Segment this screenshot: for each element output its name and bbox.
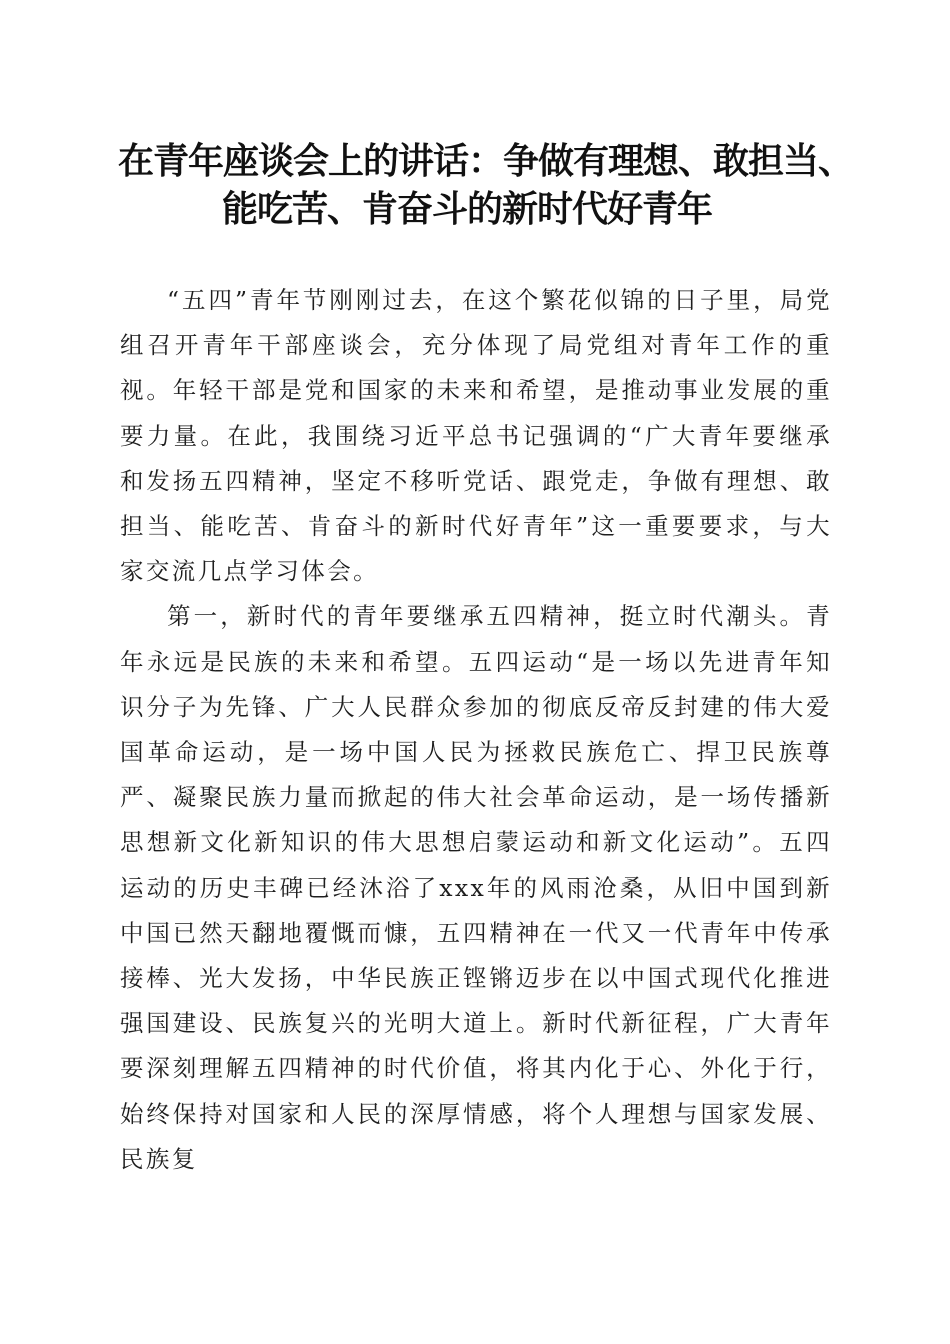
title-line-1: 在青年座谈会上的讲话：争做有理想、敢担当、	[118, 140, 854, 182]
document-title	[118, 137, 854, 233]
paragraph-first-point: 第一，新时代的青年要继承五四精神，挺立时代潮头。青年永远是民族的未来和希望。五四运动“是一场以先进青年知识分子为先锋、广大人民群众参加的彻底反帝反封建的伟大爱国革命运动，是一场中国人民为拯救民族危亡、捍卫民族尊严、凝聚民族力量而掀起的伟大社会革命运动，是一场传播新思想新文化新知识的伟大思想启蒙运动和新文化运动”。五四运动的历史丰碑已经沐浴了xxx年的风雨沧桑，从旧中国到新中国已然天翻地覆慨而慷，五四精神在一代又一代青年中传承接棒、光大发扬，中华民族正铿锵迈步在以中国式现代化推进强国建设、民族复兴的光明大道上。新时代新征程，广大青年要深刻理解五四精神的时代价值，将其内化于心、外化于行，始终保持对国家和人民的深厚情感，将个人理想与国家发展、民族复	[120, 602, 832, 1173]
paragraph-intro: “五四”青年节刚刚过去，在这个繁花似锦的日子里，局党组召开青年干部座谈会，充分体现了局党组对青年工作的重视。年轻干部是党和国家的未来和希望，是推动事业发展的重要力量。在此，我围绕习近平总书记强调的“广大青年要继承和发扬五四精神，坚定不移听党话、跟党走，争做有理想、敢担当、能吃苦、肯奋斗的新时代好青年”这一重要要求，与大家交流几点学习体会。	[120, 286, 832, 586]
title-line-2: 能吃苦、肯奋斗的新时代好青年	[222, 188, 713, 230]
document-body	[120, 278, 832, 1182]
